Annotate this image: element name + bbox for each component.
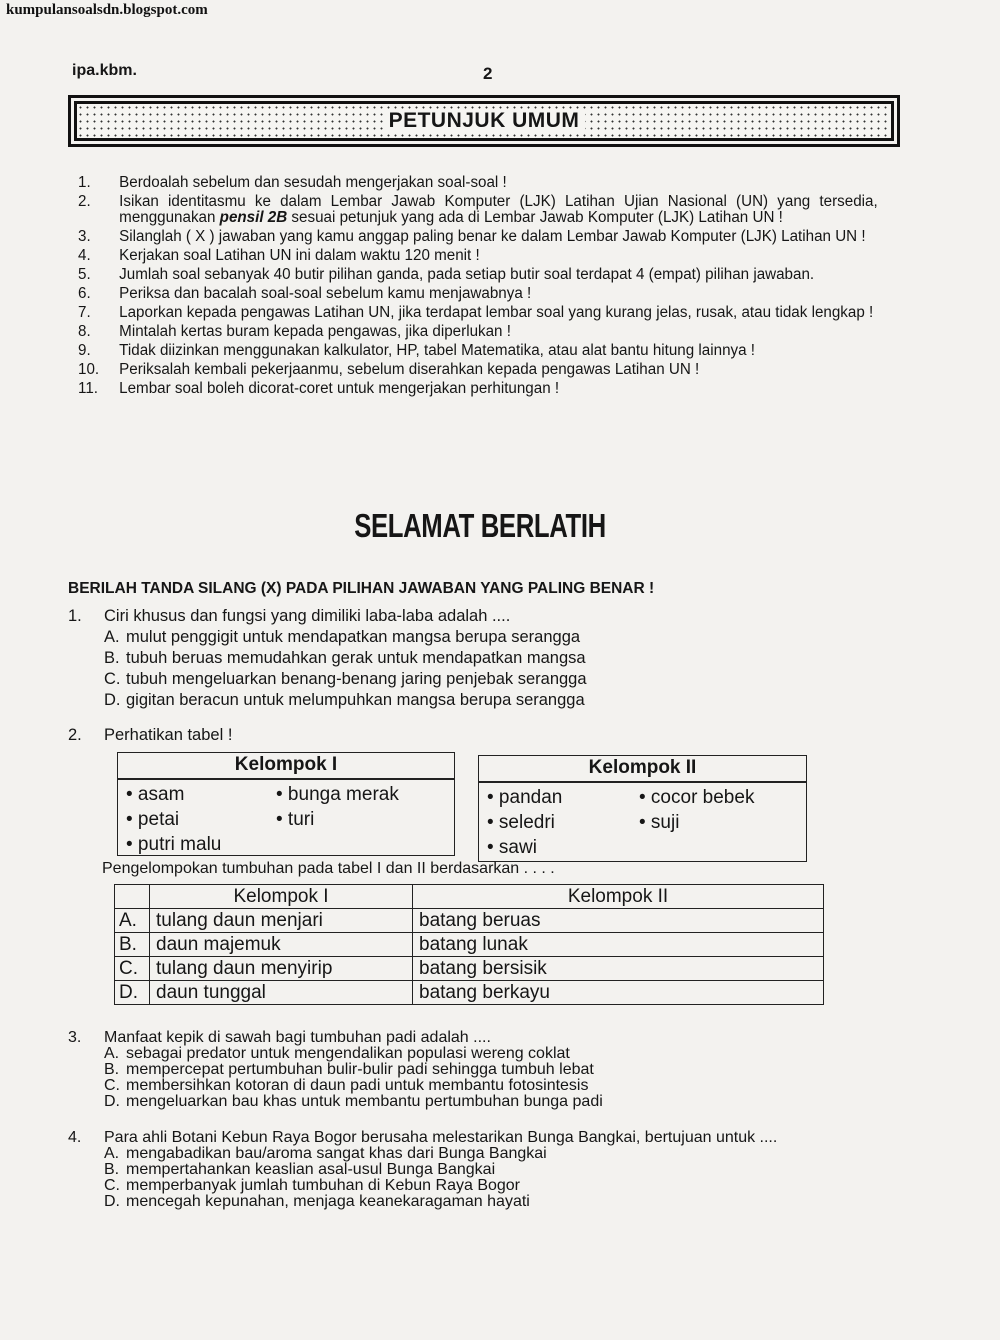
rule-number: 4.	[78, 247, 91, 264]
plant-item: • sawi	[487, 837, 537, 858]
question-2	[68, 726, 898, 745]
table-row[interactable]	[115, 957, 824, 981]
rule-number: 8.	[78, 323, 91, 340]
rule-text: Berdoalah sebelum dan sesudah mengerjakan soal-soal !	[119, 174, 507, 191]
plant-item: • suji	[639, 812, 680, 833]
rule-item	[78, 267, 878, 283]
option-letter: A.	[104, 1145, 120, 1162]
option-text: mempercepat pertumbuhan bulir-bulir padi sehingga tumbuh lebat	[126, 1061, 594, 1078]
rule-number: 1.	[78, 174, 91, 191]
rule-text: Mintalah kertas buram kepada pengawas, jika diperlukan !	[119, 323, 511, 340]
rule-text: Silanglah ( X ) jawaban yang kamu anggap paling benar ke dalam Lembar Jawab Komputer (LJK) Latihan UN !	[119, 228, 866, 245]
table-header-row	[115, 885, 824, 909]
rule-number: 7.	[78, 304, 91, 321]
option-letter: B.	[104, 649, 120, 667]
option-letter: A.	[115, 909, 150, 933]
group-1-trait: daun tunggal	[150, 981, 413, 1005]
rule-item	[78, 229, 878, 245]
group-2-trait: batang beruas	[413, 909, 824, 933]
rule-text: Periksalah kembali pekerjaanmu, sebelum diserahkan kepada pengawas Latihan UN !	[119, 361, 700, 378]
answer-options-table	[114, 884, 824, 1005]
option-letter: D.	[104, 1093, 120, 1110]
header-cell	[115, 885, 150, 909]
rule-item	[78, 362, 878, 378]
rule-text: Laporkan kepada pengawas Latihan UN, jika terdapat lembar soal yang kurang jelas, rusak, atau tidak lengkap !	[119, 304, 874, 321]
header-cell: Kelompok II	[413, 885, 824, 909]
group-1-trait: daun majemuk	[150, 933, 413, 957]
question-text: Manfaat kepik di sawah bagi tumbuhan padi adalah ....	[104, 1029, 491, 1046]
rule-item	[78, 381, 878, 397]
group-1-title: Kelompok I	[118, 753, 454, 780]
page-number: 2	[483, 64, 493, 83]
question-number: 2.	[68, 726, 82, 744]
rule-item	[78, 194, 878, 226]
group-1-trait: tulang daun menjari	[150, 909, 413, 933]
option-text: tubuh mengeluarkan benang-benang jaring penjebak serangga	[126, 670, 587, 688]
question-text: Perhatikan tabel !	[104, 726, 233, 744]
option-letter: D.	[115, 981, 150, 1005]
option-text: tubuh beruas memudahkan gerak untuk mendapatkan mangsa	[126, 649, 586, 667]
option-letter: B.	[104, 1161, 120, 1178]
rule-number: 11.	[78, 380, 98, 397]
option-list	[104, 1146, 898, 1210]
rule-emphasis: pensil 2B	[219, 209, 288, 226]
plant-item: • putri malu	[126, 834, 222, 855]
question-2-follow-up: Pengelompokan tumbuhan pada tabel I dan II berdasarkan . . . .	[102, 860, 555, 877]
rule-text: Kerjakan soal Latihan UN ini dalam waktu 120 menit !	[119, 247, 480, 264]
option-text: sebagai predator untuk mengendalikan populasi wereng coklat	[126, 1045, 570, 1062]
option-d[interactable]	[104, 1094, 898, 1110]
option-text: memperbanyak jumlah tumbuhan di Kebun Raya Bogor	[126, 1177, 521, 1194]
option-letter: C.	[115, 957, 150, 981]
question-3	[68, 1030, 898, 1110]
option-list	[104, 1046, 898, 1110]
group-1-trait: tulang daun menyirip	[150, 957, 413, 981]
rule-item	[78, 248, 878, 264]
group-1-items	[118, 780, 454, 859]
rule-item	[78, 305, 878, 321]
option-letter: B.	[104, 1061, 120, 1078]
option-d[interactable]	[104, 690, 898, 711]
plant-item: • cocor bebek	[639, 787, 755, 808]
plant-item: • petai	[126, 809, 180, 830]
banner-dotted-fill	[74, 101, 894, 141]
option-letter: D.	[104, 1193, 120, 1210]
header-cell: Kelompok I	[150, 885, 413, 909]
option-letter: C.	[104, 670, 121, 688]
rule-text	[119, 194, 878, 226]
question-number: 3.	[68, 1029, 82, 1046]
section-banner	[68, 95, 900, 147]
greeting-title: SELAMAT BERLATIH	[354, 507, 606, 544]
option-letter: C.	[104, 1077, 120, 1094]
option-text: mempertahankan keaslian asal-usul Bunga Bangkai	[126, 1161, 496, 1178]
question-text: Ciri khusus dan fungsi yang dimiliki laba-laba adalah ....	[104, 607, 511, 625]
watermark: kumpulansoalsdn.blogspot.com	[6, 2, 208, 18]
group-2-items	[479, 783, 806, 862]
rule-item	[78, 175, 878, 191]
option-c[interactable]	[104, 669, 898, 690]
question-text: Para ahli Botani Kebun Raya Bogor berusaha melestarikan Bunga Bangkai, bertujuan untuk ....	[104, 1129, 778, 1146]
general-rules-list	[78, 175, 878, 400]
rule-item	[78, 286, 878, 302]
plant-item: • seledri	[487, 812, 555, 833]
question-1	[68, 606, 898, 711]
option-b[interactable]	[104, 1162, 898, 1178]
option-list	[104, 627, 898, 711]
question-4	[68, 1130, 898, 1210]
question-number: 1.	[68, 607, 82, 625]
option-d[interactable]	[104, 1194, 898, 1210]
plant-item: • turi	[276, 809, 315, 830]
plant-item: • asam	[126, 784, 185, 805]
group-2-trait: batang lunak	[413, 933, 824, 957]
rule-number: 3.	[78, 228, 91, 245]
rule-number: 5.	[78, 266, 91, 283]
plant-item	[639, 835, 798, 860]
rule-text: Tidak diizinkan menggunakan kalkulator, HP, tabel Matematika, atau alat bantu hitung lainnya !	[119, 342, 756, 359]
table-row[interactable]	[115, 909, 824, 933]
option-c[interactable]	[104, 1178, 898, 1194]
question-number: 4.	[68, 1129, 82, 1146]
rule-text: Periksa dan bacalah soal-soal sebelum kamu menjawabnya !	[119, 285, 532, 302]
rule-number: 10.	[78, 361, 100, 378]
document-code: ipa.kbm.	[72, 62, 137, 79]
group-2-trait: batang berkayu	[413, 981, 824, 1005]
option-b[interactable]	[104, 648, 898, 669]
option-text: mengeluarkan bau khas untuk membantu pertumbuhan bunga padi	[126, 1093, 603, 1110]
option-a[interactable]	[104, 627, 898, 648]
option-b[interactable]	[104, 1062, 898, 1078]
option-letter: A.	[104, 1045, 120, 1062]
option-text: gigitan beracun untuk melumpuhkan mangsa berupa serangga	[126, 691, 585, 709]
table-row[interactable]	[115, 933, 824, 957]
option-text: membersihkan kotoran di daun padi untuk membantu fotosintesis	[126, 1077, 589, 1094]
option-a[interactable]	[104, 1046, 898, 1062]
option-text: mengabadikan bau/aroma sangat khas dari Bunga Bangkai	[126, 1145, 547, 1162]
group-2-table	[478, 755, 807, 862]
rule-number: 6.	[78, 285, 91, 302]
rule-text: Lembar soal boleh dicorat-coret untuk mengerjakan perhitungan !	[119, 380, 560, 397]
plant-item: • pandan	[487, 787, 563, 808]
rule-text-part: sesuai petunjuk yang ada di Lembar Jawab Komputer (LJK) Latihan UN !	[287, 209, 783, 226]
option-letter: A.	[104, 628, 120, 646]
banner-title: PETUNJUK UMUM	[383, 109, 586, 133]
option-text: mencegah kepunahan, menjaga keanekaragaman hayati	[126, 1193, 530, 1210]
option-c[interactable]	[104, 1078, 898, 1094]
plant-item: • bunga merak	[276, 784, 399, 805]
group-2-trait: batang bersisik	[413, 957, 824, 981]
rule-text: Jumlah soal sebanyak 40 butir pilihan ganda, pada setiap butir soal terdapat 4 (empat) pilihan jawaban.	[119, 266, 815, 283]
group-1-table	[117, 752, 455, 856]
option-letter: C.	[104, 1177, 120, 1194]
rule-text-part: Isikan identitasmu ke dalam Lembar Jawab Komputer (LJK) Latihan Ujian Nasional (UN) yang tersedia, menggunakan	[119, 193, 878, 226]
option-letter: D.	[104, 691, 121, 709]
rule-item	[78, 324, 878, 340]
group-2-title: Kelompok II	[479, 756, 806, 783]
plant-item	[276, 832, 446, 857]
rule-item	[78, 343, 878, 359]
rule-number: 2.	[78, 193, 91, 210]
option-a[interactable]	[104, 1146, 898, 1162]
table-row[interactable]	[115, 981, 824, 1005]
option-letter: B.	[115, 933, 150, 957]
rule-number: 9.	[78, 342, 91, 359]
answer-instruction: BERILAH TANDA SILANG (X) PADA PILIHAN JAWABAN YANG PALING BENAR !	[68, 580, 655, 597]
option-text: mulut penggigit untuk mendapatkan mangsa berupa serangga	[126, 628, 581, 646]
